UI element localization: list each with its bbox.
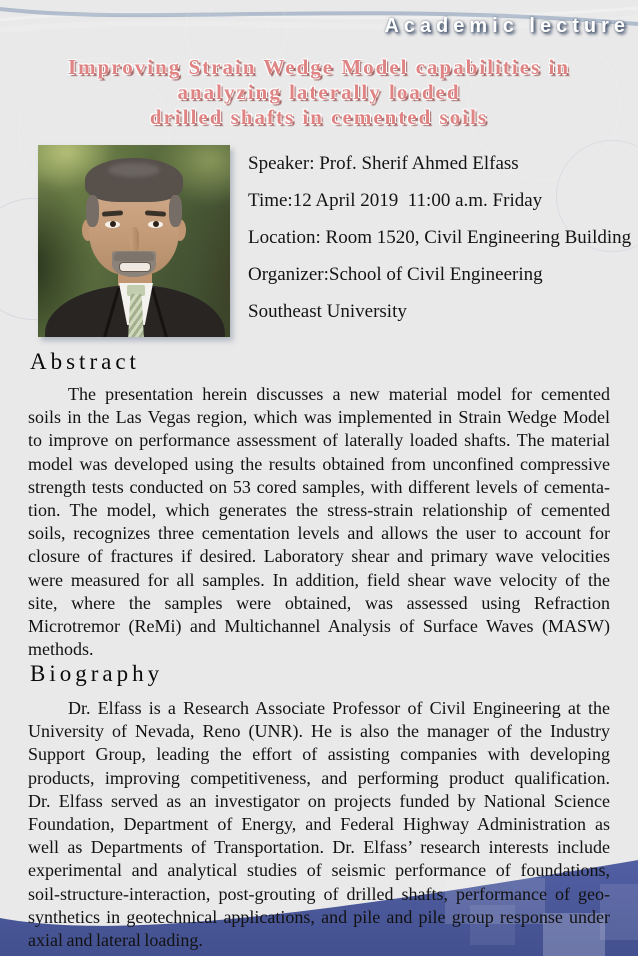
lecture-type-banner: Academic lecture <box>384 15 630 37</box>
speaker-photo <box>38 145 230 337</box>
paragraph-line: to improve on performance assessment of laterally loaded shafts. The material <box>28 430 610 451</box>
portrait-mustache <box>114 252 154 261</box>
paragraph-line: were measured for all samples. In addition, field shear wave velocity of the <box>28 569 610 590</box>
paragraph-line: well as Departments of Transportation. Dr. Elfass’ research interests include <box>28 837 610 858</box>
paragraph-line: model was developed using the results obtained from unconfined compressive <box>28 453 610 474</box>
paragraph-line: axial and lateral loading. <box>28 930 203 951</box>
biography-heading: Biography <box>30 661 164 686</box>
speaker-line: Speaker: Prof. Sherif Ahmed Elfass <box>248 153 519 174</box>
paragraph-line: Dr. Elfass is a Research Associate Professor of Civil Engineering at the <box>68 698 610 718</box>
lecture-info <box>248 153 632 338</box>
lecture-title-line: drilled shafts in cemented soils <box>149 105 489 129</box>
paragraph-line: experimental and analytical studies of seismic performance of foundations, <box>28 860 610 881</box>
portrait-nose <box>130 227 139 253</box>
abstract-paragraph <box>28 383 610 661</box>
abstract-heading: Abstract <box>30 349 140 374</box>
lecture-title <box>0 55 638 130</box>
paragraph-line: site, where the samples were obtained, was assessed using Refraction <box>28 592 610 613</box>
paragraph-line: Microtremor (ReMi) and Multichannel Analysis of Surface Waves (MASW) <box>28 616 610 637</box>
paragraph-line: soil-structure-interaction, post-grouting of drilled shafts, performance of geo- <box>28 883 610 904</box>
paragraph-line: strength tests conducted on 53 cored samples, with different levels of cementa- <box>28 476 610 497</box>
organizer-line-cont: Southeast University <box>248 301 407 322</box>
paragraph-line: The presentation herein discusses a new material model for cemented <box>68 384 610 404</box>
portrait-temple <box>169 195 182 227</box>
organizer-line: Organizer:School of Civil Engineering <box>248 264 543 285</box>
paragraph-line: methods. <box>28 639 94 660</box>
biography-paragraph <box>28 697 610 952</box>
portrait-tie <box>128 294 144 337</box>
paragraph-line: Foundation, Department of Energy, and Federal Highway Administration as <box>28 814 610 835</box>
paragraph-line: University of Nevada, Reno (UNR). He is also the manager of the Industry <box>28 721 610 742</box>
paragraph-line: soils, recognizes three cementation levels and allows the user to account for <box>28 523 610 544</box>
portrait-pupil <box>153 221 159 227</box>
lecture-title-line: analyzing laterally loaded <box>177 80 461 104</box>
time-line: Time:12 April 2019 11:00 a.m. Friday <box>248 190 543 211</box>
portrait-pupil <box>110 221 116 227</box>
paragraph-line: closure of fractures if desired. Laboratory shear and primary wave velocities <box>28 546 610 567</box>
portrait-temple <box>86 195 99 227</box>
paragraph-line: soils in the Las Vegas region, which was implemented in Strain Wedge Model <box>28 407 610 428</box>
paragraph-line: Dr. Elfass served as an investigator on projects funded by National Science <box>28 790 610 811</box>
portrait-hair-shine <box>108 163 160 177</box>
location-line: Location: Room 1520, Civil Engineering Building <box>248 227 632 248</box>
paragraph-line: synthetics in geotechnical applications, and pile and pile group response under <box>28 906 610 927</box>
portrait-smile <box>119 262 151 272</box>
paragraph-line: products, improving competitiveness, and performing product qualification. <box>28 767 610 788</box>
paragraph-line: Support Group, leading the effort of assisting companies with developing <box>28 744 610 765</box>
lecture-title-line: Improving Strain Wedge Model capabilities in <box>67 55 570 79</box>
paragraph-line: tion. The model, which generates the stress-strain relationship of cemented <box>28 500 610 521</box>
